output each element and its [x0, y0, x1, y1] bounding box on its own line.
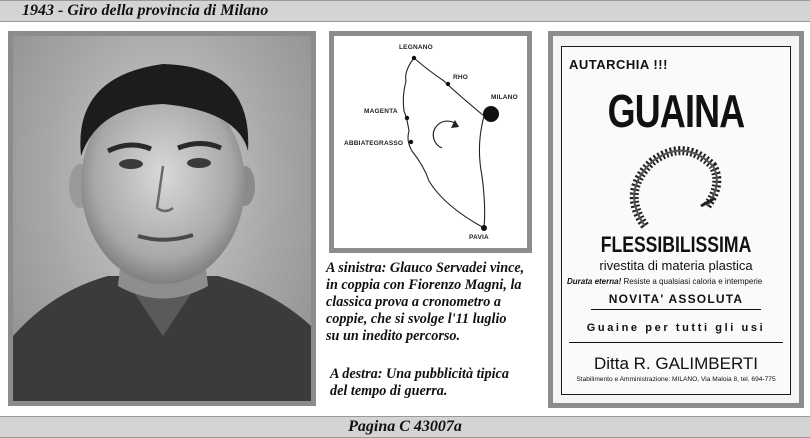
caption-left — [326, 260, 548, 345]
map-label-pavia: PAVIA — [469, 234, 489, 241]
page-number-label: Pagina C 43007a — [348, 418, 462, 435]
ad-autarchia-text: AUTARCHIA !!! — [569, 57, 668, 72]
caption-left-line: A sinistra: Glauco Servadei vince, — [326, 260, 525, 276]
map-label-magenta: MAGENTA — [364, 108, 398, 115]
portrait-photo-frame — [8, 31, 316, 406]
ad-company-address: Stabilimento e Amministrazione: MILANO, Via Maloia 8, tel. 694-775 — [576, 376, 776, 383]
footer-bar — [0, 416, 810, 438]
ad-brand-title: GUAINA — [607, 85, 745, 137]
caption-right-line: del tempo di guerra. — [330, 383, 448, 399]
ad-divider — [569, 342, 783, 343]
header-bar — [0, 0, 810, 22]
ad-novita-text: NOVITA' ASSOLUTA — [608, 292, 744, 306]
route-map — [334, 36, 527, 248]
ad-headline: FLESSIBILISSIMA — [600, 232, 752, 257]
portrait-photo — [13, 36, 311, 401]
ad-durata-text — [567, 277, 762, 286]
portrait-illustration — [13, 36, 311, 401]
caption-right — [330, 366, 545, 400]
ad-durata-bold: Durata eterna! — [567, 277, 622, 286]
legnano-marker — [412, 56, 416, 60]
ad-durata-rest: Resiste a qualsiasi caloria e intemperie — [623, 277, 763, 286]
caption-left-line: in coppia con Fiorenzo Magni, la — [326, 277, 522, 293]
map-label-legnano: LEGNANO — [399, 44, 433, 51]
abbiategrasso-marker — [409, 140, 413, 144]
caption-left-line: su un inedito percorso. — [326, 328, 461, 344]
page-title: 1943 - Giro della provincia di Milano — [22, 2, 269, 19]
ad-company-name: Ditta R. GALIMBERTI — [593, 354, 759, 373]
map-label-abbiategrasso: ABBIATEGRASSO — [344, 140, 404, 147]
advertisement — [553, 36, 799, 403]
caption-left-line: classica prova a cronometro a — [326, 294, 501, 310]
milano-marker — [483, 106, 499, 122]
caption-right-line: A destra: Una pubblicità tipica — [330, 366, 509, 382]
route-map-frame — [329, 31, 532, 253]
coiled-sheath-icon — [625, 146, 725, 234]
ad-divider — [591, 309, 761, 310]
pavia-marker — [481, 225, 487, 231]
ad-guaine-text: Guaine per tutti gli usi — [586, 322, 766, 334]
magenta-marker — [405, 116, 409, 120]
ad-subline: rivestita di materia plastica — [599, 258, 753, 273]
rho-marker — [446, 82, 450, 86]
map-label-rho: RHO — [453, 74, 469, 81]
caption-left-line: coppie, che si svolge l'11 luglio — [326, 311, 507, 327]
map-label-milano: MILANO — [491, 94, 518, 101]
advertisement-frame — [548, 31, 804, 408]
